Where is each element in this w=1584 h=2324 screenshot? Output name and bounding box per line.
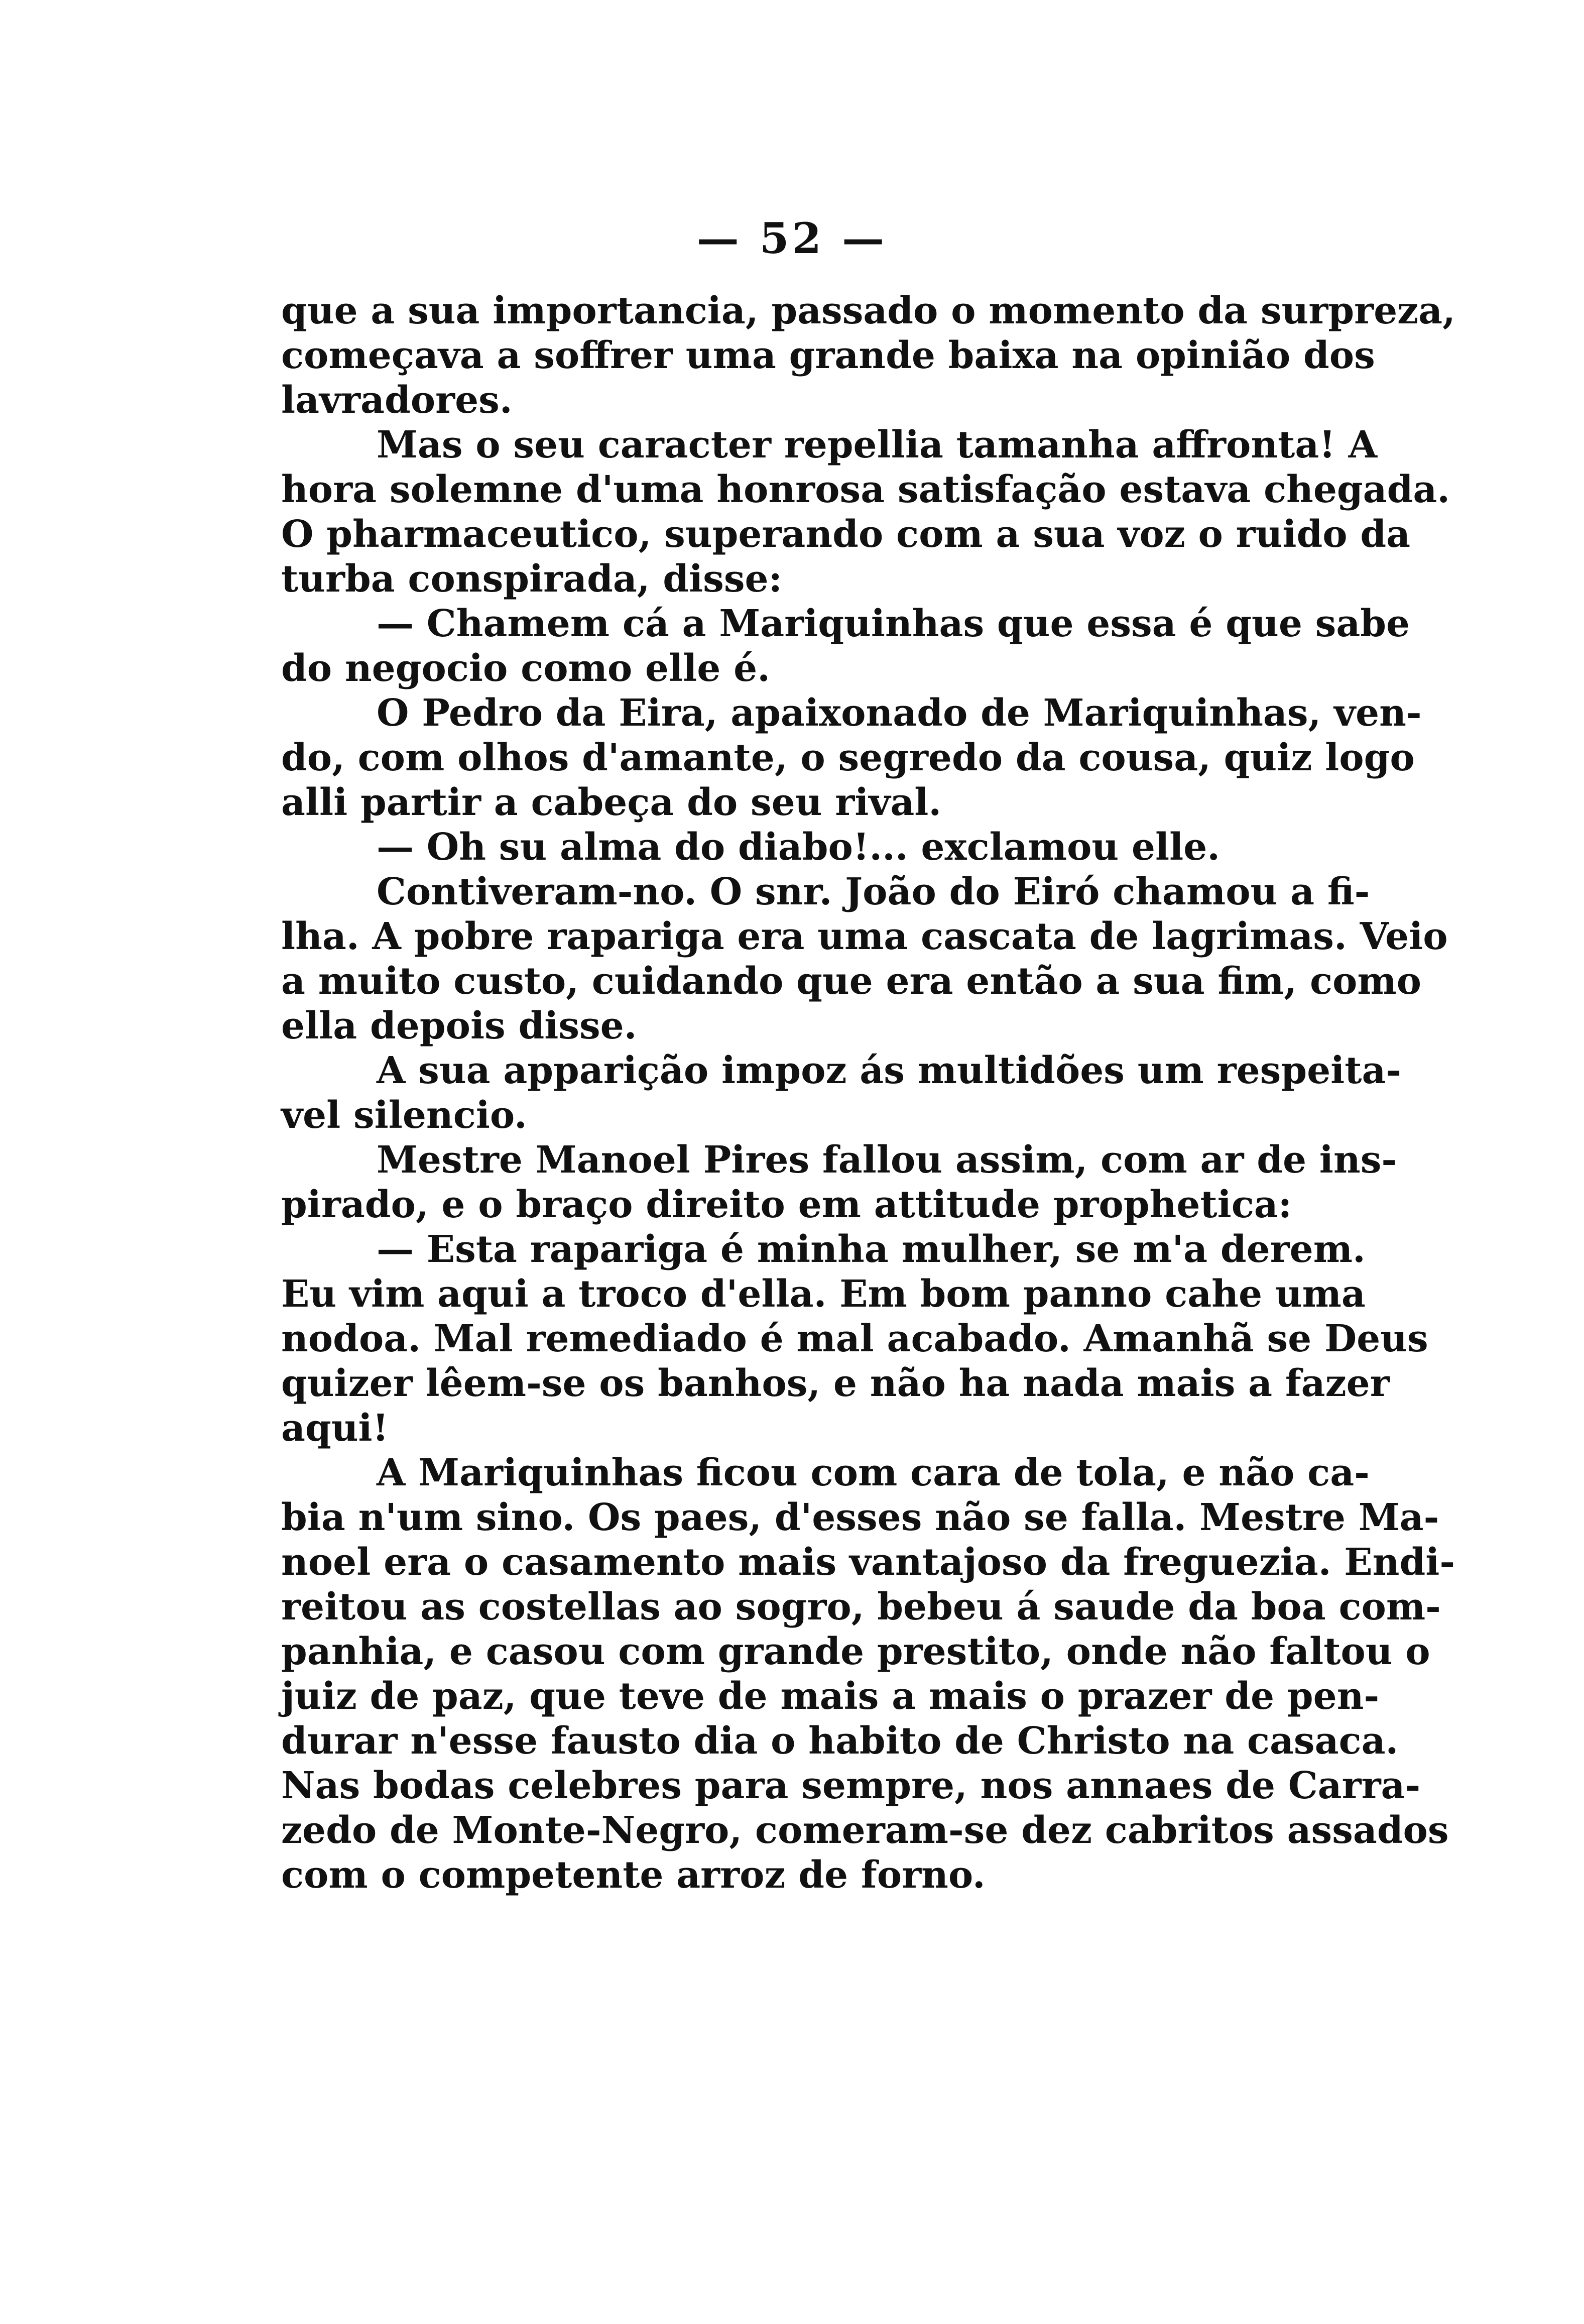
text-line: lavradores. bbox=[281, 379, 513, 422]
page-number: — 52 — bbox=[696, 213, 888, 263]
text-line: juiz de paz, que teve de mais a mais o prazer de pen- bbox=[281, 1675, 1380, 1718]
text-line: com o competente arroz de forno. bbox=[281, 1853, 986, 1897]
text-line: — Oh su alma do diabo!... exclamou elle. bbox=[377, 826, 1221, 869]
text-line: noel era o casamento mais vantajoso da freguezia. Endi- bbox=[281, 1541, 1455, 1584]
text-line: Nas bodas celebres para sempre, nos annaes de Carra- bbox=[281, 1764, 1421, 1807]
text-line: — Esta rapariga é minha mulher, se m'a derem. bbox=[377, 1228, 1366, 1271]
text-line: vel silencio. bbox=[281, 1094, 527, 1137]
text-line: alli partir a cabeça do seu rival. bbox=[281, 781, 942, 824]
text-line: durar n'esse fausto dia o habito de Christo na casaca. bbox=[281, 1719, 1399, 1763]
text-line: bia n'um sino. Os paes, d'esses não se falla. Mestre Ma- bbox=[281, 1496, 1439, 1539]
text-line: lha. A pobre rapariga era uma cascata de lagrimas. Veio bbox=[281, 915, 1448, 958]
body-text bbox=[281, 289, 1455, 1898]
text-line: — Chamem cá a Mariquinhas que essa é que sabe bbox=[377, 602, 1410, 645]
text-line: Mas o seu caracter repellia tamanha affronta! A bbox=[377, 423, 1377, 467]
text-line: O pharmaceutico, superando com a sua voz o ruido da bbox=[281, 513, 1411, 556]
text-line: Contiveram-no. O snr. João do Eiró chamou a fi- bbox=[377, 870, 1370, 913]
text-line: hora solemne d'uma honrosa satisfação estava chegada. bbox=[281, 468, 1450, 511]
text-line: quizer lêem-se os banhos, e não ha nada mais a fazer bbox=[281, 1362, 1390, 1405]
text-line: Mestre Manoel Pires fallou assim, com ar de ins- bbox=[377, 1138, 1397, 1182]
text-line: panhia, e casou com grande prestito, onde não faltou o bbox=[281, 1630, 1430, 1673]
text-line: A sua apparição impoz ás multidões um respeita- bbox=[377, 1049, 1402, 1092]
text-line: nodoa. Mal remediado é mal acabado. Amanhã se Deus bbox=[281, 1317, 1428, 1360]
text-line: Eu vim aqui a troco d'ella. Em bom panno cahe uma bbox=[281, 1272, 1366, 1316]
text-line: A Mariquinhas ficou com cara de tola, e não ca- bbox=[377, 1451, 1370, 1494]
text-line: aqui! bbox=[281, 1407, 389, 1450]
text-line: ella depois disse. bbox=[281, 1004, 637, 1048]
text-line: reitou as costellas ao sogro, bebeu á saude da boa com- bbox=[281, 1585, 1441, 1629]
text-line: do negocio como elle é. bbox=[281, 647, 770, 690]
text-line: O Pedro da Eira, apaixonado de Mariquinhas, ven- bbox=[377, 691, 1422, 735]
text-line: do, com olhos d'amante, o segredo da cousa, quiz logo bbox=[281, 736, 1415, 779]
text-line: a muito custo, cuidando que era então a sua fim, como bbox=[281, 960, 1422, 1003]
text-line: começava a soffrer uma grande baixa na opinião dos bbox=[281, 334, 1375, 377]
text-line: pirado, e o braço direito em attitude prophetica: bbox=[281, 1183, 1292, 1226]
text-line: zedo de Monte-Negro, comeram-se dez cabritos assados bbox=[281, 1809, 1449, 1852]
text-line: que a sua importancia, passado o momento da surpreza, bbox=[281, 289, 1455, 332]
text-line: turba conspirada, disse: bbox=[281, 557, 782, 601]
